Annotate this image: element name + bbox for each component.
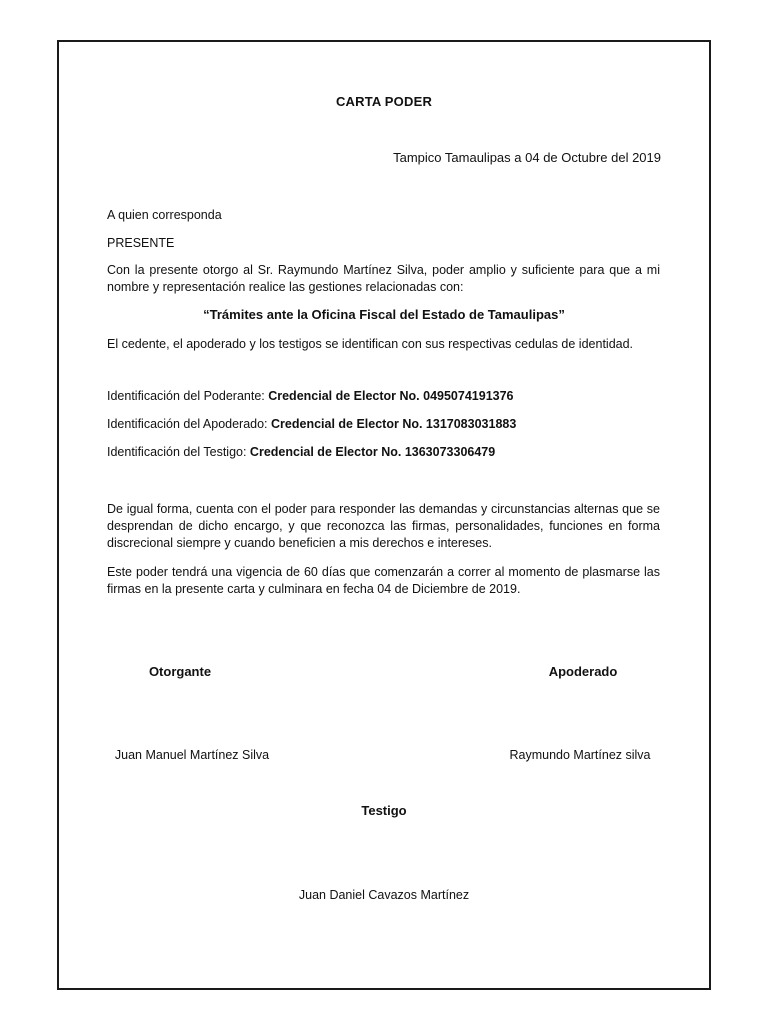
paragraph-grant: Con la presente otorgo al Sr. Raymundo Martínez Silva, poder amplio y suficiente para que a mi nombre y representación realice las gestiones relacionadas con: bbox=[107, 263, 660, 294]
paragraph-identification: El cedente, el apoderado y los testigos se identifican con sus respectivas cedulas de identidad. bbox=[107, 337, 634, 351]
identification-value: Credencial de Elector No. 0495074191376 bbox=[268, 389, 514, 403]
paragraph-powers: De igual forma, cuenta con el poder para responder las demandas y circunstancias alternas que se desprendan de dicho encargo, y que reconozca las firmas, personalidades, funciones en forma discrecional siempre y cuando beneficien a mis derechos e intereses. bbox=[107, 502, 660, 550]
identification-apoderado bbox=[107, 417, 516, 431]
signature-name-testigo: Juan Daniel Cavazos Martínez bbox=[298, 888, 470, 902]
identification-value: Credencial de Elector No. 1317083031883 bbox=[271, 417, 517, 431]
identification-label: Identificación del Poderante: bbox=[107, 389, 269, 403]
identification-testigo bbox=[107, 445, 495, 459]
signature-role-otorgante: Otorgante bbox=[148, 664, 212, 679]
paragraph-validity: Este poder tendrá una vigencia de 60 días que comenzarán a correr al momento de plasmarse las firmas en la presente carta y culminara en fecha 04 de Diciembre de 2019. bbox=[107, 565, 660, 596]
subject-line: “Trámites ante la Oficina Fiscal del Estado de Tamaulipas” bbox=[203, 307, 565, 322]
presente-heading: PRESENTE bbox=[107, 236, 175, 250]
identification-label: Identificación del Apoderado: bbox=[107, 417, 272, 431]
place-date: Tampico Tamaulipas a 04 de Octubre del 2019 bbox=[393, 150, 661, 165]
signature-role-testigo: Testigo bbox=[361, 803, 407, 818]
identification-poderante bbox=[107, 389, 514, 403]
document-title: CARTA PODER bbox=[335, 94, 433, 109]
salutation: A quien corresponda bbox=[107, 208, 222, 222]
signature-name-apoderado: Raymundo Martínez silva bbox=[509, 748, 651, 762]
signature-name-otorgante: Juan Manuel Martínez Silva bbox=[114, 748, 270, 762]
signature-role-apoderado: Apoderado bbox=[548, 664, 618, 679]
identification-value: Credencial de Elector No. 1363073306479 bbox=[249, 445, 496, 459]
identification-label: Identificación del Testigo: bbox=[107, 445, 250, 459]
